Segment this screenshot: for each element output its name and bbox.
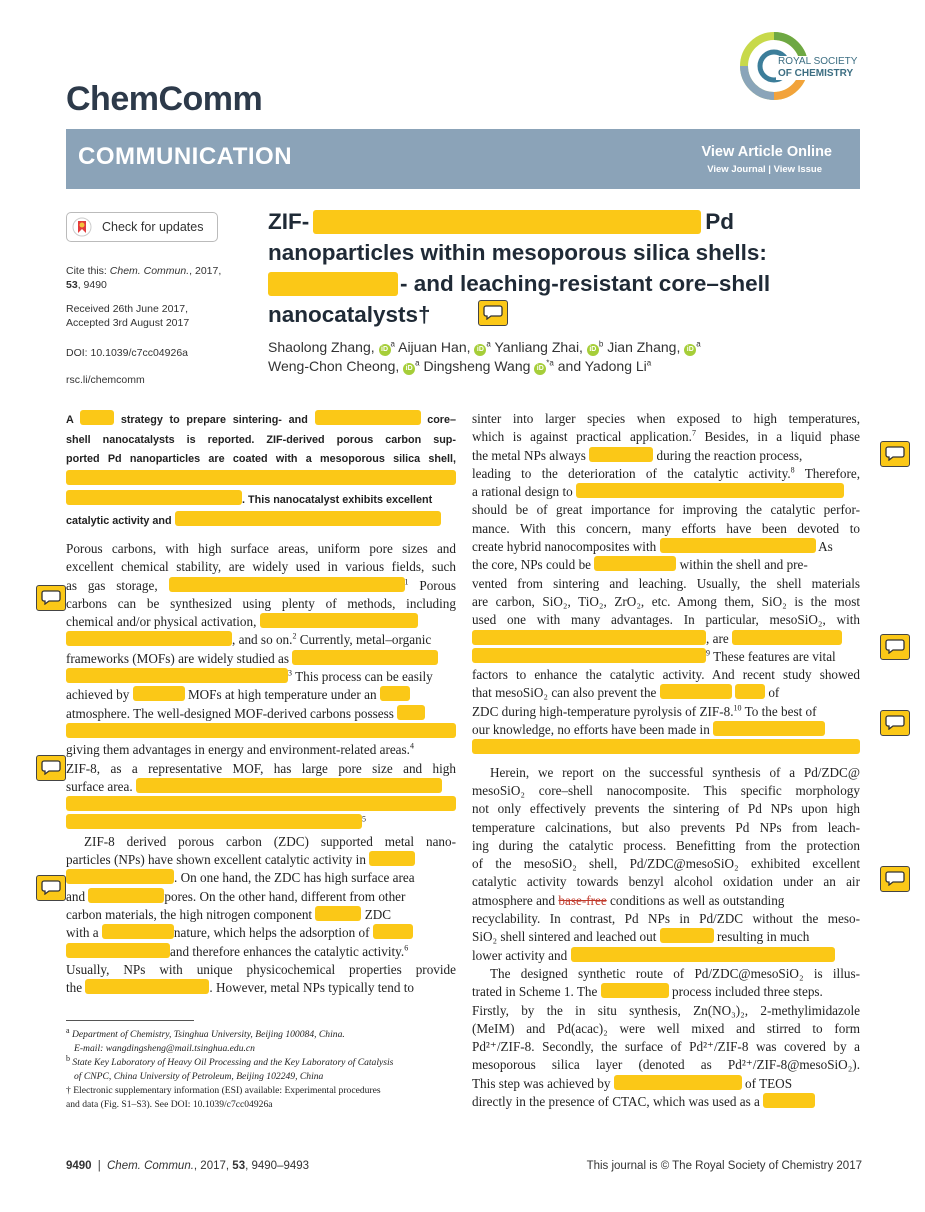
rsc-logo-line2: OF CHEMISTRY — [778, 68, 854, 79]
body-text: excellent chemical stability, are widely used in various fields, such — [66, 559, 456, 575]
redaction — [102, 924, 174, 939]
redaction — [472, 648, 706, 663]
footer-journal: Chem. Commun. — [107, 1160, 194, 1172]
redaction — [260, 613, 418, 628]
redaction — [576, 483, 844, 498]
cite-volume: 53 — [66, 279, 78, 291]
footnote-rule — [66, 1020, 194, 1021]
redaction — [268, 272, 398, 296]
speech-bubble-icon — [885, 870, 905, 886]
redaction — [66, 943, 170, 958]
cite-journal: Chem. Commun. — [109, 265, 190, 277]
check-for-updates-label: Check for updates — [102, 220, 204, 234]
body-text: create hybrid nanocomposites with — [472, 539, 657, 555]
body-text: sinter into larger species when exposed to high temperatures, — [472, 411, 860, 426]
footnote-text: and data (Fig. S1–S3). See DOI: 10.1039/c7cc04926a — [66, 1099, 273, 1110]
body-text: our knowledge, no efforts have been made in — [472, 722, 710, 738]
redaction — [313, 210, 701, 234]
body-text: mesoporous silica layer (denoted as Pd²⁺/ZIF-8@mesoSiO₂). — [472, 1057, 860, 1073]
body-text: lower activity and — [472, 947, 568, 963]
title-line1-start: ZIF- — [268, 209, 310, 234]
abstract-text: A — [66, 414, 74, 426]
title-line3: - and leaching-resistant core–shell — [400, 271, 771, 296]
body-text: ZIF-8, as a representative MOF, has large pore size and high — [66, 760, 456, 776]
body-text: resulting in much — [717, 929, 810, 945]
redaction — [713, 721, 825, 736]
footnote-text: State Key Laboratory of Heavy Oil Processing and the Key Laboratory of Catalysis — [72, 1057, 394, 1068]
redaction — [735, 684, 765, 699]
abstract — [66, 410, 456, 531]
title-line1-end: Pd — [705, 209, 734, 234]
speech-bubble-icon — [885, 638, 905, 654]
citation-ref[interactable]: 3 — [288, 668, 292, 678]
strikethrough-text: base-free — [558, 892, 607, 908]
footer-volume: 53 — [232, 1160, 246, 1172]
redaction — [66, 814, 362, 829]
body-text: giving them advantages in energy and environment-related areas. — [66, 742, 410, 758]
body-text: within the shell and pre- — [679, 557, 808, 573]
redaction — [133, 686, 185, 701]
speech-bubble-icon — [41, 589, 61, 605]
cite-year: , 2017, — [189, 265, 222, 277]
footer-separator: | — [97, 1160, 101, 1172]
redaction — [66, 631, 232, 646]
redaction — [175, 511, 441, 526]
citation-ref[interactable]: 2 — [292, 632, 297, 642]
abstract-text: core– — [427, 414, 457, 426]
author-name[interactable]: Aijuan Han, — [398, 339, 471, 355]
redaction — [136, 778, 442, 793]
body-text: of the mesoSiO₂ shell, Pd/ZDC@mesoSiO₂ exhibited excellent — [472, 856, 860, 872]
body-text: Therefore, — [804, 465, 860, 481]
affiliation-mark: *a — [546, 358, 554, 368]
redaction — [88, 888, 164, 903]
journal-name: ChemComm — [66, 80, 263, 118]
body-text: the metal NPs always — [472, 447, 586, 463]
redaction — [763, 1093, 815, 1108]
cite-label: Cite this: — [66, 265, 107, 277]
redaction — [80, 410, 114, 425]
body-text: with a — [66, 925, 99, 941]
title-line4: nanocatalysts† — [268, 302, 431, 327]
body-text: This step was achieved by — [472, 1075, 611, 1091]
body-text: , are — [706, 630, 729, 646]
page-footer-right: This journal is © The Royal Society of Chemistry 2017 — [586, 1160, 862, 1172]
body-text: mance. With this concern, many efforts have been devoted to — [472, 520, 860, 536]
cite-pages: , 9490 — [77, 279, 107, 291]
body-text: vented from sintering and leaching. Usually, the shell materials — [472, 575, 860, 591]
body-text: particles (NPs) have shown excellent catalytic activity in — [66, 852, 366, 868]
citation — [66, 264, 221, 292]
dates — [66, 302, 189, 330]
body-text: as gas storage, — [66, 577, 158, 593]
abstract-text: ported Pd nanoparticles are coated with a mesoporous silica shell, — [66, 453, 456, 465]
body-text: temperature calcinations, but also prevents Pd NPs from leach- — [472, 819, 860, 835]
comment-note[interactable] — [36, 585, 66, 611]
footnote-email[interactable]: E-mail: wangdingsheng@mail.tsinghua.edu.cn — [74, 1043, 255, 1054]
redaction — [66, 470, 456, 485]
body-text: Besides, in a liquid phase — [704, 429, 861, 445]
body-text: during the reaction process, — [656, 447, 803, 463]
redaction — [315, 410, 421, 425]
comment-note[interactable] — [36, 755, 66, 781]
body-text: atmosphere and — [472, 892, 556, 908]
comment-note[interactable] — [478, 300, 508, 326]
redaction — [66, 796, 456, 811]
body-text: recyclability. In contrast, Pd NPs in Pd/ZDC without the meso- — [472, 911, 860, 927]
body-text: leading to the deterioration of the catalytic activity. — [472, 465, 791, 481]
body-text: atmosphere. The well-designed MOF-derived carbons possess — [66, 705, 394, 721]
body-text: and — [66, 888, 86, 904]
abstract-text: . This nanocatalyst exhibits excellent — [242, 494, 433, 506]
body-text: used one with many advantages. In particular, mesoSiO₂, with — [472, 612, 860, 628]
body-text: process included three steps. — [671, 984, 823, 1000]
redaction — [732, 630, 842, 645]
body-text: This process can be easily — [295, 669, 433, 685]
right-column — [472, 410, 860, 1111]
body-text: Usually, NPs with unique physicochemical properties provide — [66, 961, 456, 977]
body-text: MOFs at high temperature under an — [187, 687, 377, 703]
speech-bubble-icon — [885, 445, 905, 461]
body-text: carbon materials, the high nitrogen component — [66, 906, 313, 922]
body-text: not only effectively prevents the sintering of Pd NPs upon high — [472, 801, 860, 817]
orcid-icon[interactable]: iD — [379, 344, 391, 356]
abstract-text: catalytic activity and — [66, 514, 172, 527]
redaction — [66, 668, 288, 683]
body-text: pores. On the other hand, different from other — [164, 888, 406, 904]
redaction — [169, 577, 405, 592]
speech-bubble-icon — [483, 304, 503, 320]
body-text: (MeIM) and Pd(acac)₂ were well mixed and stirred to form — [472, 1020, 860, 1036]
body-text: . On one hand, the ZDC has high surface area — [174, 870, 415, 886]
body-text: ZDC during high-temperature pyrolysis of ZIF-8. — [472, 703, 734, 719]
body-text: and therefore enhances the catalytic activity. — [170, 943, 405, 959]
comment-note[interactable] — [36, 875, 66, 901]
redaction — [380, 686, 410, 701]
citation-ref[interactable]: 9 — [706, 648, 710, 658]
crossmark-icon — [72, 217, 92, 237]
speech-bubble-icon — [41, 759, 61, 775]
body-text: nature, which helps the adsorption of — [173, 925, 370, 941]
body-text: chemical and/or physical activation, — [66, 614, 257, 630]
body-text: a rational design to — [472, 484, 573, 500]
footer-pages: , 9490–9493 — [245, 1160, 310, 1172]
body-text: factors to enhance the catalytic activity. And recent study showed — [472, 667, 860, 683]
comment-note[interactable] — [880, 710, 910, 736]
redaction — [660, 538, 816, 553]
citation-ref[interactable]: 8 — [790, 465, 795, 475]
citation-ref[interactable]: 5 — [362, 815, 366, 825]
redaction — [397, 705, 425, 720]
footnote-text: Department of Chemistry, Tsinghua University, Beijing 100084, China. — [71, 1029, 345, 1040]
orcid-icon[interactable]: iD — [684, 344, 696, 356]
body-text: Porous carbons, with high surface areas, uniform pore sizes and — [66, 541, 456, 556]
affiliation-mark: a — [486, 339, 491, 349]
body-text: Currently, metal–organic — [299, 632, 432, 648]
redaction — [594, 556, 676, 571]
body-text: . However, metal NPs typically tend to — [209, 980, 414, 996]
body-text: should be of great importance for improving the catalytic perfor- — [472, 502, 860, 518]
body-text: mesoSiO₂ core–shell nanocomposite. This specific morphology — [472, 782, 860, 798]
orcid-icon[interactable]: iD — [474, 344, 486, 356]
body-text: surface area. — [66, 778, 133, 794]
redaction — [66, 723, 456, 738]
redaction — [660, 928, 714, 943]
orcid-icon[interactable]: iD — [587, 344, 599, 356]
comment-note[interactable] — [880, 866, 910, 892]
body-text: which is against practical application. — [472, 429, 692, 445]
body-text: conditions as well as outstanding — [610, 892, 785, 908]
body-text: , and so on. — [232, 632, 293, 648]
view-journal-issue-links[interactable]: View Journal | View Issue — [707, 164, 822, 175]
rsc-logo — [738, 22, 864, 112]
author-name[interactable]: Weng-Chon Cheong, — [268, 358, 400, 374]
redaction — [66, 490, 242, 505]
redaction — [601, 983, 669, 998]
citation-ref[interactable]: 4 — [409, 741, 414, 751]
received-date: Received 26th June 2017, — [66, 303, 189, 315]
footnotes: $^a$ Department of Chemistry, Tsinghua University, Beijing 100084, China. E-mail: wangdingsheng@mail.tsinghua.edu.cn $^b$ State Key Laboratory of Heavy Oil Processing and the Key Laboratory of Catalysis of CNPC, China University of Petroleum, Beijing 102249, China † Electronic supplementary information (ESI) available: Experimental procedures and data (Fig. S1–S3). See DOI: 10.1039/c7cc04926a — [66, 1028, 456, 1112]
body-text: trated in Scheme 1. The — [472, 984, 598, 1000]
citation-ref[interactable]: 10 — [733, 703, 742, 713]
abstract-text: strategy to prepare sintering- and — [120, 414, 308, 426]
body-text: are carbon, SiO₂, TiO₂, ZrO₂, etc. Among them, SiO₂ is the most — [472, 593, 860, 609]
body-text: that mesoSiO₂ can also prevent the — [472, 685, 657, 701]
body-text: frameworks (MOFs) are widely studied as — [66, 650, 290, 666]
affiliation-mark: a — [390, 339, 395, 349]
title-line2: nanoparticles within mesoporous silica shells: — [268, 240, 767, 265]
redaction — [66, 869, 174, 884]
citation-ref[interactable]: 7 — [691, 428, 696, 438]
author-list — [268, 338, 868, 376]
footnote-text: of CNPC, China University of Petroleum, Beijing 102249, China — [74, 1071, 324, 1082]
page-number: 9490 — [66, 1160, 92, 1172]
body-text: Firstly, by the in situ synthesis, Zn(NO₃)₂, 2-methylimidazole — [472, 1002, 860, 1018]
doi[interactable]: DOI: 10.1039/c7cc04926a — [66, 347, 189, 359]
citation-ref[interactable]: 6 — [404, 943, 409, 953]
footer-year: , 2017, — [193, 1160, 230, 1172]
redaction — [571, 947, 835, 962]
article-title — [268, 206, 828, 330]
body-text: As — [818, 539, 833, 555]
body-text: These features are vital — [713, 648, 836, 664]
body-text: carbons can be synthesized using plenty of methods, including — [66, 595, 456, 611]
redaction — [472, 630, 706, 645]
redaction — [292, 650, 438, 665]
body-text: Pd²⁺/ZIF-8. Secondly, the surface of Pd²⁺/ZIF-8 was covered by a — [472, 1039, 860, 1055]
redaction — [614, 1075, 742, 1090]
body-text: directly in the presence of CTAC, which was used as a — [472, 1093, 760, 1109]
section-title: COMMUNICATION — [78, 143, 293, 170]
body-text: Herein, we report on the successful synthesis of a Pd/ZDC@ — [490, 764, 860, 780]
affiliation-mark: b — [598, 339, 604, 349]
affiliation-mark: a — [696, 339, 701, 349]
redaction — [85, 979, 209, 994]
view-article-online-link[interactable]: View Article Online — [701, 144, 832, 160]
author-name[interactable]: Yanliang Zhai, — [494, 339, 583, 355]
body-text: SiO₂ shell sintered and leached out — [472, 929, 657, 945]
author-name[interactable]: and Yadong Li — [557, 358, 647, 374]
redaction — [315, 906, 361, 921]
body-text: ZDC — [364, 906, 392, 922]
body-text: the — [66, 980, 83, 996]
journal-url[interactable]: rsc.li/chemcomm — [66, 374, 145, 386]
body-text: To the best of — [744, 703, 817, 719]
author-name[interactable]: Dingsheng Wang — [423, 358, 531, 374]
body-text: of TEOS — [745, 1075, 793, 1091]
redaction — [369, 851, 415, 866]
page-footer-left — [66, 1160, 309, 1172]
body-text: achieved by — [66, 687, 130, 703]
redaction — [472, 739, 860, 754]
redaction — [373, 924, 413, 939]
body-text: of — [768, 685, 780, 701]
rsc-logo-line1: ROYAL SOCIETY — [778, 56, 858, 67]
body-text: the core, NPs could be — [472, 557, 592, 573]
orcid-icon[interactable]: iD — [403, 363, 415, 375]
body-text: Porous — [419, 577, 457, 593]
orcid-icon[interactable]: iD — [534, 363, 546, 375]
affiliation-mark: a — [646, 358, 652, 368]
body-text: The designed synthetic route of Pd/ZDC@mesoSiO₂ is illus- — [490, 965, 860, 981]
author-name[interactable]: Shaolong Zhang, — [268, 339, 375, 355]
speech-bubble-icon — [41, 879, 61, 895]
accepted-date: Accepted 3rd August 2017 — [66, 317, 190, 329]
comment-note[interactable] — [880, 441, 910, 467]
citation-ref[interactable]: 1 — [404, 577, 409, 587]
left-column — [66, 540, 456, 997]
author-name[interactable]: Jian Zhang, — [607, 339, 681, 355]
body-text: catalytic activity towards benzyl alcohol oxidation under an air — [472, 874, 860, 890]
body-text: ZIF-8 derived porous carbon (ZDC) supported metal nano- — [84, 833, 456, 849]
body-text: ing during the catalytic process. Benefitting from the protection — [472, 837, 860, 853]
speech-bubble-icon — [885, 714, 905, 730]
footnote-text: † Electronic supplementary information (ESI) available: Experimental procedures — [66, 1085, 381, 1096]
affiliation-mark: a — [415, 358, 420, 368]
redaction — [589, 447, 653, 462]
redaction — [660, 684, 732, 699]
abstract-text: shell nanocatalysts is reported. ZIF-derived porous carbon sup- — [66, 433, 456, 446]
comment-note[interactable] — [880, 634, 910, 660]
